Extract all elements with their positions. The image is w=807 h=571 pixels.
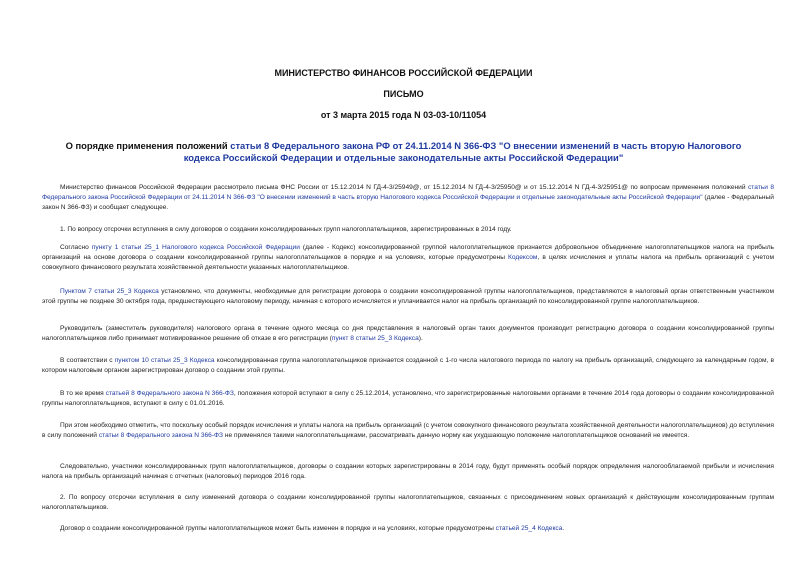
paragraph-4-text: установлено, что документы, необходимые для регистрации договора о создании консолидированной группы налогоплательщиков, представляются в налоговый орган ответственным участником этой группы не позднее 30 октября года, предшествующего налоговому периоду, начиная с которого исчисляется и уплачивается налог на прибыль организаций по консолидированной группе налогоплательщиков. [42, 288, 774, 305]
title-law-link[interactable]: статьи 8 Федерального закона РФ от 24.11.2014 N 366-ФЗ "О внесении изменений в часть вторую Налогового кодекса Российской Федерации и отдельные законодательные акты Российской Федерации" [183, 140, 742, 163]
article-8-366fz-link-2[interactable]: статьи 8 Федерального закона N 366-ФЗ [98, 432, 224, 439]
date-number-heading: от 3 марта 2015 года N 03-03-10/11054 [320, 110, 487, 120]
paragraph-8 [42, 421, 774, 441]
ministry-heading: МИНИСТЕРСТВО ФИНАНСОВ РОССИЙСКОЙ ФЕДЕРАЦИИ [274, 68, 533, 78]
paragraph-11 [42, 524, 774, 534]
paragraph-5 [42, 324, 774, 344]
letter-title [50, 140, 757, 164]
paragraph-7-text-a: В то же время [60, 390, 106, 397]
paragraph-1-text-b: (далее - Федеральный закон N 366-ФЗ) и сообщает следующее. [42, 194, 774, 211]
paragraph-2 [42, 225, 774, 235]
tax-code-link[interactable]: Кодексом [508, 254, 538, 261]
article-8-366fz-link[interactable]: статьей 8 Федерального закона N 366-ФЗ [105, 390, 234, 397]
paragraph-6 [42, 356, 774, 376]
paragraph-11-text-b: . [562, 525, 565, 532]
paragraph-1 [42, 183, 774, 213]
paragraph-3-text-b: (далее - Кодекс) консолидированной группой налогоплательщиков признается добровольное объединение налогоплательщиков налога на прибыль организаций на основе договора о создании консолидированной группы налогоплательщиков в порядке и на условиях, которые предусмотрены [42, 244, 774, 261]
paragraph-8-text-b: не применялся такими налогоплательщиками, рассматривать данную норму как ухудшающую положение налогоплательщиков оснований не имеется. [223, 432, 690, 439]
paragraph-6-text-a: В соответствии с [60, 357, 115, 364]
paragraph-1-text-a: Министерство финансов Российской Федерации рассмотрело письма ФНС России от 15.12.2014 N ГД-4-3/25949@, от 15.12.2014 N ГД-4-3/25950@ и от 15.12.2014 N ГД-4-3/25951@ по вопросам применения положений [60, 184, 748, 191]
paragraph-10-text: 2. По вопросу отсрочки вступления в силу изменений договора о создании консолидированной группы налогоплательщиков, связанных с присоединением новых организаций к действующим консолидированным группам налогоплательщиков. [42, 494, 774, 511]
paragraph-10 [42, 493, 774, 513]
paragraph-7-text-b: , положения которой вступают в силу с 25.12.2014, установлено, что зарегистрированные налоговыми органами в течение 2014 года договоры о создании консолидированной группы налогоплательщиков, вступают в силу с 01.01.2016. [42, 390, 774, 407]
article-25-1-link[interactable]: пункту 1 статьи 25_1 Налогового кодекса Российской Федерации [91, 244, 300, 251]
article-25-4-link[interactable]: статьей 25_4 Кодекса [495, 525, 563, 532]
paragraph-5-text-a: Руководитель (заместитель руководителя) налогового органа в течение одного месяца со дня представления в налоговый орган таких документов производит регистрацию договора о создании консолидированной группы налогоплательщиков либо принимает мотивированное решение об отказе в его регистрации ( [42, 325, 774, 342]
paragraph-9-text: Следовательно, участники консолидированных групп налогоплательщиков, договоры о создании которых зарегистрированы в 2014 году, будут применять особый порядок определения налогооблагаемой прибыли и исчисления налога на прибыль организаций начиная с отчетных (налоговых) периодов 2016 года. [42, 463, 774, 480]
paragraph-3-text-c: , в целях исчисления и уплаты налога на прибыль организаций с учетом совокупного финансового результата хозяйственной деятельности указанных налогоплательщиков. [42, 254, 774, 271]
article-25-3-point-10-link[interactable]: пунктом 10 статьи 25_3 Кодекса [114, 357, 215, 364]
title-prefix: О порядке применения положений [65, 140, 231, 151]
article-25-3-point-7-link[interactable]: Пунктом 7 статьи 25_3 Кодекса [60, 288, 159, 295]
paragraph-7 [42, 389, 774, 409]
paragraph-3 [42, 243, 774, 273]
paragraph-4 [42, 287, 774, 307]
paragraph-11-text-a: Договор о создании консолидированной группы налогоплательщиков может быть изменен в порядке и на условиях, которые предусмотрены [60, 525, 496, 532]
paragraph-6-text-b: консолидированная группа налогоплательщиков признается созданной с 1-го числа налогового периода по налогу на прибыль организаций, следующего за календарным годом, в котором налоговым органом зарегистрирован договор о создании этой группы. [42, 357, 774, 374]
paragraph-5-text-b: ). [418, 335, 423, 342]
paragraph-2-text: 1. По вопросу отсрочки вступления в силу договоров о создании консолидированных групп налогоплательщиков, зарегистрированных в 2014 году. [60, 226, 512, 233]
paragraph-9 [42, 462, 774, 482]
paragraph-3-text-a: Согласно [60, 244, 92, 251]
document-type-heading: ПИСЬМО [383, 89, 424, 99]
paragraph-8-text-a: При этом необходимо отметить, что поскольку особый порядок исчисления и уплаты налога на прибыль организаций (с учетом совокупного финансового результата хозяйственной деятельности налогоплательщиков) до вступления в силу положений [42, 422, 774, 439]
article-8-law-link[interactable]: статьи 8 Федерального закона Российской Федерации от 24.11.2014 N 366-ФЗ "О внесении изменений в часть вторую Налогового кодекса Российской Федерации и отдельные законодательные акты Российской Федерации" [42, 184, 774, 201]
article-25-3-point-8-link[interactable]: пункт 8 статьи 25_3 Кодекса [331, 335, 419, 342]
